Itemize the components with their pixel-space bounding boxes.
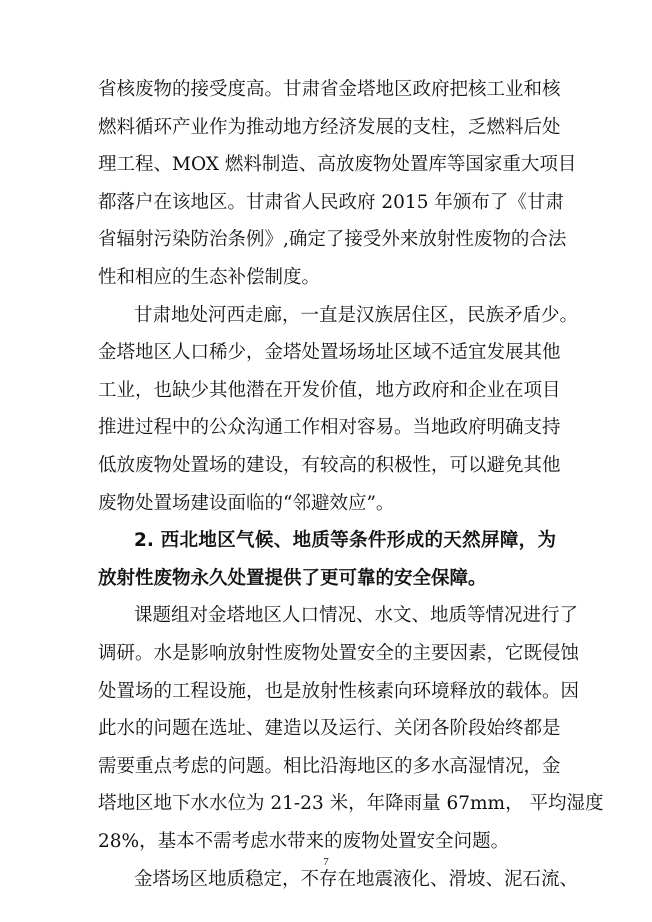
paragraph-2-line-4: 推进过程中的公众沟通工作相对容易。当地政府明确支持 — [98, 417, 561, 439]
paragraph-1-line-3: 理工程、MOX 燃料制造、高放废物处置库等国家重大项目 — [98, 154, 577, 176]
paragraph-4-line-5: 需要重点考虑的问题。相比沿海地区的多水高湿情况，金 — [98, 755, 561, 777]
paragraph-2-line-3: 工业，也缺少其他潜在开发价值，地方政府和企业在项目 — [98, 379, 561, 401]
paragraph-4-line-6: 塔地区地下水水位为 21-23 米，年降雨量 67mm， 平均湿度 — [98, 793, 604, 815]
page-number: 7 — [323, 856, 329, 868]
paragraph-4-line-3: 处置场的工程设施，也是放射性核素向环境释放的载体。因 — [98, 680, 580, 702]
paragraph-1-line-2: 燃料循环产业作为推动地方经济发展的支柱，乏燃料后处 — [98, 116, 561, 138]
paragraph-2-line-5: 低放废物处置场的建设，有较高的积极性，可以避免其他 — [98, 455, 561, 476]
paragraph-4-line-7: 28%，基本不需考虑水带来的废物处置安全问题。 — [98, 831, 510, 852]
paragraph-1-line-6: 性和相应的生态补偿制度。 — [98, 267, 321, 288]
paragraph-2-line-1: 甘肃地处河西走廊，一直是汉族居住区，民族矛盾少。 — [134, 304, 579, 326]
paragraph-5-line-1: 金塔场区地质稳定，不存在地震液化、滑坡、泥石流、 — [134, 868, 579, 890]
paragraph-2-line-6: 废物处置场建设面临的“邻避效应”。 — [98, 492, 395, 514]
section-heading-line-2: 放射性废物永久处置提供了更可靠的安全保障。 — [98, 567, 487, 589]
section-heading-line-1: 2. 西北地区气候、地质等条件形成的天然屏障，为 — [134, 530, 556, 552]
paragraph-1-line-5: 省辐射污染防治条例》,确定了接受外来放射性废物的合法 — [98, 229, 567, 251]
paragraph-2-line-2: 金塔地区人口稀少，金塔处置场场址区域不适宜发展其他 — [98, 342, 561, 364]
paragraph-4-line-1: 课题组对金塔地区人口情况、水文、地质等情况进行了 — [134, 605, 579, 627]
paragraph-4-line-4: 此水的问题在选址、建造以及运行、关闭各阶段始终都是 — [98, 718, 561, 740]
paragraph-1-line-4: 都落户在该地区。甘肃省人民政府 2015 年颁布了《甘肃 — [98, 191, 564, 213]
paragraph-1-line-1: 省核废物的接受度高。甘肃省金塔地区政府把核工业和核 — [98, 79, 561, 100]
paragraph-4-line-2: 调研。水是影响放射性废物处置安全的主要因素，它既侵蚀 — [98, 643, 580, 664]
